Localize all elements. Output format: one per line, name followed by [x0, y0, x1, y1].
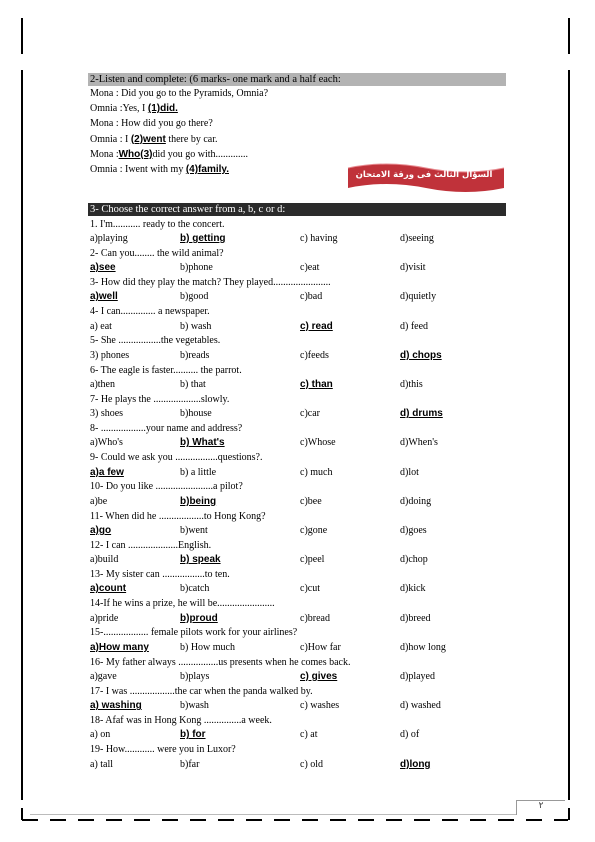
answer-option: 3) phones	[90, 349, 130, 361]
question-text: 6- The eagle is faster.......... the parrot.	[90, 364, 242, 376]
bottom-dash	[134, 819, 150, 821]
answer-option: c)Whose	[300, 437, 336, 449]
dialogue-line	[90, 103, 178, 115]
correct-option: a)go	[90, 525, 112, 536]
right-border-segment-2	[568, 70, 570, 800]
bottom-dash	[106, 819, 122, 821]
bottom-dash	[330, 819, 346, 821]
correct-option: b) speak	[180, 554, 221, 566]
question-text: 18- Afaf was in Hong Kong ...............a week.	[90, 714, 272, 726]
dialogue-text: Mona :	[90, 148, 119, 160]
dialogue-answer: Who(3)	[118, 148, 153, 160]
dialogue-answer: (1)did.	[147, 103, 178, 115]
bottom-dash	[498, 819, 514, 821]
correct-option: a)well	[90, 291, 118, 303]
dialogue-answer: (2)went	[130, 133, 166, 145]
answer-option: d)breed	[400, 612, 431, 624]
left-border-segment-2	[21, 70, 23, 800]
answer-option: c) much	[300, 466, 333, 478]
answer-option: a)build	[90, 554, 119, 566]
correct-option: d) drums	[400, 408, 443, 420]
bottom-dash	[414, 819, 430, 821]
question-text: 19- How............ were you in Luxor?	[90, 744, 236, 756]
answer-option: a)then	[90, 379, 115, 390]
dialogue-line	[90, 134, 217, 146]
correct-option: a)How many	[90, 641, 149, 653]
bottom-dash	[386, 819, 402, 821]
dialogue-line	[90, 88, 268, 100]
question-text: 17- I was ..................the car when the panda walked by.	[90, 685, 313, 697]
answer-option: a)gave	[90, 671, 117, 682]
question-text: 16- My father always ................us presents when he comes back.	[90, 656, 351, 668]
answer-option: a)playing	[90, 233, 128, 244]
exam-ribbon	[346, 162, 506, 194]
bottom-dash	[554, 819, 568, 821]
answer-option: b) How much	[180, 641, 235, 653]
answer-option: c)cut	[300, 583, 320, 595]
left-border-segment-1	[21, 18, 23, 54]
answer-option: d)chop	[400, 554, 428, 566]
bottom-dash	[302, 819, 318, 821]
question-text: 11- When did he ..................to Hong Kong?	[90, 510, 266, 522]
question-text: 7- He plays the ...................slowly.	[90, 393, 230, 405]
answer-option: a) eat	[90, 320, 112, 332]
answer-option: c) at	[300, 729, 318, 741]
bottom-dash	[526, 819, 542, 821]
answer-option: b) a little	[180, 466, 217, 478]
dialogue-line	[90, 149, 248, 161]
dialogue-text: there by car.	[165, 133, 218, 145]
correct-option: a)a few	[90, 466, 124, 478]
question-text: 3- How did they play the match? They played.......................	[90, 276, 331, 288]
bottom-dash	[50, 819, 66, 821]
answer-option: d)how long	[400, 641, 446, 653]
answer-option: d)seeing	[400, 233, 434, 244]
answer-option: c)How far	[300, 641, 341, 653]
correct-option: a) washing	[90, 700, 142, 712]
bottom-dash	[470, 819, 486, 821]
answer-option: d)visit	[400, 262, 426, 274]
answer-option: 3) shoes	[90, 408, 124, 420]
answer-option: c)peel	[300, 554, 325, 566]
answer-option: c)feeds	[300, 349, 329, 361]
answer-option: d)doing	[400, 495, 432, 507]
dialogue-text: did you go with.............	[152, 148, 249, 160]
answer-option: b)house	[180, 408, 212, 420]
answer-option: d)lot	[400, 466, 419, 478]
answer-option: a)be	[90, 495, 108, 507]
answer-option: a)pride	[90, 612, 119, 624]
question-text: 15-.................. female pilots work for your airlines?	[90, 627, 298, 639]
correct-option: b)being	[180, 495, 217, 507]
bottom-dash	[190, 819, 206, 821]
question-text: 12- I can ....................English.	[90, 539, 212, 551]
answer-option: d)this	[400, 379, 423, 390]
answer-option: b)wash	[180, 700, 209, 712]
dialogue-line	[90, 164, 229, 176]
answer-option: c)gone	[300, 525, 328, 536]
question-text: 2- Can you........ the wild animal?	[90, 247, 224, 259]
question-text: 8- ..................your name and address?	[90, 422, 243, 434]
bottom-dash	[274, 819, 290, 821]
bottom-dash	[78, 819, 94, 821]
answer-option: c)bee	[300, 495, 322, 507]
answer-option: d)quietly	[400, 291, 437, 303]
correct-option: c) gives	[300, 671, 338, 682]
correct-option: a)count	[90, 583, 127, 595]
question-text: 1. I'm........... ready to the concert.	[90, 218, 225, 230]
correct-option: d)long	[400, 758, 431, 770]
answer-option: b)went	[180, 525, 208, 536]
dialogue-text: Omnia : I	[90, 133, 131, 145]
question-text: 4- I can.............. a newspaper.	[90, 306, 210, 318]
answer-option: b)phone	[180, 262, 213, 274]
bottom-dash	[162, 819, 178, 821]
bottom-dash	[246, 819, 262, 821]
section3-header: 3- Choose the correct answer from a, b, c or d:	[90, 204, 286, 215]
answer-option: a)Who's	[90, 437, 123, 449]
dialogue-text: Mona : Did you go to the Pyramids, Omnia?	[90, 88, 269, 99]
bottom-dash	[218, 819, 234, 821]
answer-option: b)good	[180, 291, 209, 303]
answer-option: b)catch	[180, 583, 210, 595]
page-number: ٢	[516, 800, 565, 815]
question-text: 10- Do you like .......................a pilot?	[90, 481, 243, 493]
dialogue-text: Omnia :Yes, I	[90, 103, 148, 115]
question-text: 5- She .................the vegetables.	[90, 335, 221, 347]
answer-option: c)eat	[300, 262, 320, 274]
bottom-dash	[22, 819, 38, 821]
footer-rule	[30, 814, 516, 815]
bottom-dash	[442, 819, 458, 821]
dialogue-line	[90, 118, 213, 130]
section2-header: 2-Listen and complete: (6 marks- one mark and a half each:	[90, 74, 341, 85]
answer-option: b) that	[180, 379, 206, 390]
correct-option: b)proud	[180, 612, 218, 624]
answer-option: c) having	[300, 233, 338, 244]
right-border-segment-3	[568, 808, 570, 820]
answer-option: d) washed	[400, 700, 441, 712]
question-text: 14-If he wins a prize, he will be.......................	[90, 598, 275, 610]
answer-option: b)reads	[180, 349, 210, 361]
question-text: 13- My sister can .................to ten.	[90, 568, 230, 580]
answer-option: d) of	[400, 729, 420, 741]
answer-option: c)car	[300, 408, 320, 420]
dialogue-text: Omnia : Iwent with my	[90, 164, 186, 175]
answer-option: c)bread	[300, 612, 330, 624]
dialogue-text: Mona : How did you go there?	[90, 118, 213, 130]
bottom-dash	[358, 819, 374, 821]
correct-option: d) chops	[400, 349, 442, 361]
answer-option: d)When's	[400, 437, 438, 449]
answer-option: c)bad	[300, 291, 323, 303]
answer-option: c) washes	[300, 700, 340, 712]
answer-option: a) on	[90, 729, 111, 741]
correct-option: a)see	[90, 262, 116, 274]
answer-option: c) old	[300, 758, 324, 770]
answer-option: b)far	[180, 758, 200, 770]
answer-option: b)plays	[180, 671, 210, 682]
answer-option: b) wash	[180, 320, 212, 332]
ribbon-text: السؤال الثالث فى ورقة الامتحان	[355, 170, 493, 180]
answer-option: a) tall	[90, 758, 114, 770]
dialogue-answer: (4)family.	[185, 164, 229, 175]
answer-option: d)kick	[400, 583, 426, 595]
answer-option: d) feed	[400, 320, 429, 332]
answer-option: d)played	[400, 671, 435, 682]
correct-option: c) than	[300, 379, 333, 390]
correct-option: b) What's	[180, 437, 225, 449]
correct-option: b) getting	[180, 233, 226, 244]
correct-option: c) read	[300, 320, 333, 332]
question-text: 9- Could we ask you .................questions?.	[90, 452, 263, 464]
right-border-segment-1	[568, 18, 570, 54]
answer-option: d)goes	[400, 525, 427, 536]
correct-option: b) for	[180, 729, 206, 741]
